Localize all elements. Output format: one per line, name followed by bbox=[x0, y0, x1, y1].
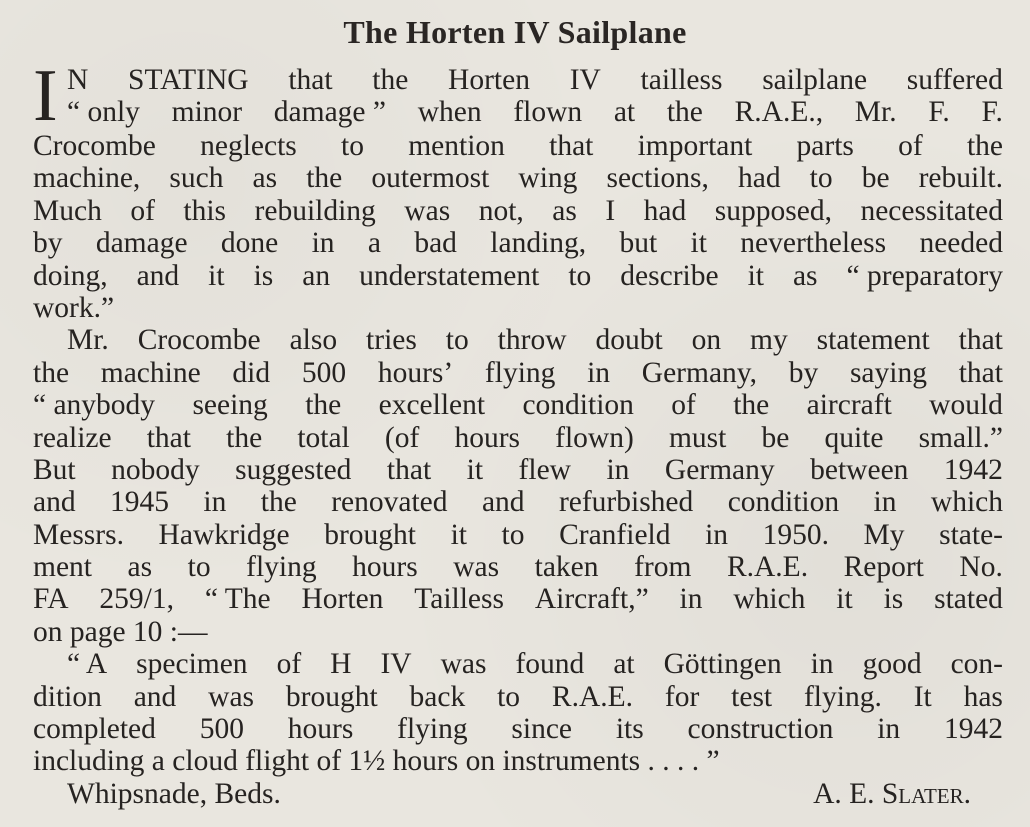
word: “ preparatory bbox=[846, 259, 1003, 292]
word: Germany bbox=[664, 453, 775, 486]
word: saying bbox=[849, 356, 927, 389]
word: tries bbox=[366, 324, 417, 357]
word: parts bbox=[796, 130, 854, 162]
word: Tailless bbox=[414, 583, 504, 616]
signature-author: A. E. Slater. bbox=[813, 777, 971, 810]
line-text: including a cloud flight of 1½ hours on instruments . . . . ” bbox=[33, 745, 720, 778]
word: Cranfield bbox=[559, 518, 671, 551]
text-line bbox=[33, 583, 1003, 615]
word: flying bbox=[246, 551, 317, 584]
word: specimen bbox=[136, 648, 248, 681]
word: of bbox=[671, 389, 696, 422]
word: I bbox=[605, 194, 616, 227]
word: good bbox=[862, 648, 922, 681]
word: quite bbox=[824, 421, 884, 454]
word: STATING bbox=[128, 64, 249, 96]
word: renovated bbox=[331, 486, 448, 519]
word: con- bbox=[950, 648, 1003, 681]
text-line bbox=[33, 195, 1003, 227]
word: mention bbox=[408, 130, 505, 162]
word: dition bbox=[33, 680, 102, 713]
word: the bbox=[226, 421, 263, 454]
word: damage ” bbox=[273, 96, 386, 129]
word: as bbox=[127, 551, 153, 584]
word: supposed, bbox=[714, 194, 832, 227]
word: and bbox=[33, 486, 76, 519]
word: to bbox=[568, 259, 592, 292]
word: needed bbox=[919, 227, 1003, 260]
text-line bbox=[33, 227, 1003, 259]
word: of bbox=[898, 130, 923, 162]
word: that bbox=[958, 324, 1003, 357]
word: the bbox=[666, 96, 703, 129]
word: to bbox=[497, 680, 521, 713]
word: bad bbox=[414, 227, 457, 260]
word: state- bbox=[939, 518, 1003, 551]
word: test bbox=[731, 680, 773, 713]
word: has bbox=[963, 680, 1003, 713]
word: which bbox=[733, 583, 806, 616]
word: be bbox=[861, 162, 890, 195]
word: hours bbox=[454, 421, 520, 454]
word: was bbox=[440, 648, 487, 681]
word: as bbox=[252, 162, 278, 195]
word: nobody bbox=[111, 453, 200, 486]
drop-cap-box bbox=[33, 55, 67, 137]
letter-body bbox=[33, 55, 1003, 810]
word: as bbox=[552, 194, 577, 227]
word: in bbox=[203, 486, 227, 519]
word: Göttingen bbox=[663, 648, 782, 681]
word: “ The bbox=[204, 583, 271, 616]
word: wing bbox=[518, 162, 578, 195]
word: and bbox=[133, 680, 177, 713]
word: but bbox=[619, 227, 658, 260]
text-line bbox=[33, 713, 1003, 745]
word: the bbox=[33, 356, 70, 389]
word: My bbox=[863, 518, 905, 551]
word: to bbox=[445, 324, 469, 357]
word: H bbox=[330, 648, 352, 681]
word: the bbox=[306, 162, 343, 195]
word: flown bbox=[513, 96, 583, 129]
word: Aircraft,” bbox=[534, 583, 649, 616]
word: condition bbox=[522, 389, 634, 422]
text-line bbox=[33, 551, 1003, 583]
word: N bbox=[67, 64, 89, 96]
text-line bbox=[33, 130, 1003, 162]
word: realize bbox=[33, 421, 112, 454]
word: Germany, bbox=[641, 356, 758, 389]
word: machine bbox=[100, 356, 201, 389]
word: would bbox=[929, 389, 1003, 422]
word: hours bbox=[352, 551, 418, 584]
text-line-last bbox=[33, 616, 1003, 648]
signature-line bbox=[33, 778, 1003, 810]
word: flying. bbox=[803, 680, 882, 713]
word: sailplane bbox=[762, 64, 868, 96]
text-line bbox=[67, 96, 1003, 128]
word: “ only bbox=[67, 96, 140, 129]
word: damage bbox=[95, 227, 188, 260]
paragraph-1-cap-lines bbox=[67, 64, 1003, 130]
word: hours’ bbox=[377, 356, 454, 389]
word: must bbox=[668, 421, 727, 454]
word: and bbox=[136, 259, 180, 292]
word: Report bbox=[843, 551, 924, 584]
word: Much bbox=[33, 194, 102, 227]
word: found bbox=[515, 648, 585, 681]
word: when bbox=[417, 96, 482, 129]
word: in bbox=[587, 356, 611, 389]
word: flying bbox=[397, 713, 468, 746]
word: was bbox=[404, 194, 451, 227]
word: my bbox=[750, 324, 788, 357]
word: by bbox=[33, 227, 63, 260]
text-line bbox=[33, 422, 1003, 454]
word: it bbox=[836, 583, 853, 616]
text-line-last bbox=[33, 745, 1003, 777]
word: It bbox=[913, 680, 932, 713]
word: 500 bbox=[301, 356, 347, 389]
word: from bbox=[634, 551, 692, 584]
word: (of bbox=[384, 421, 420, 454]
word: in bbox=[679, 583, 703, 616]
word: Messrs. bbox=[33, 518, 124, 551]
word: of bbox=[130, 194, 155, 227]
text-line bbox=[33, 681, 1003, 713]
word: excellent bbox=[378, 389, 486, 422]
word: it bbox=[747, 259, 764, 292]
word: describe bbox=[620, 259, 719, 292]
word: But bbox=[33, 453, 76, 486]
word: landing, bbox=[490, 227, 587, 260]
word: on bbox=[691, 324, 722, 357]
word: had bbox=[737, 162, 781, 195]
word: outermost bbox=[371, 162, 490, 195]
word: the bbox=[372, 64, 409, 96]
text-line bbox=[33, 357, 1003, 389]
word: flew bbox=[518, 453, 571, 486]
text-line bbox=[33, 162, 1003, 194]
word: IV bbox=[569, 64, 601, 96]
word: stated bbox=[934, 583, 1003, 616]
word: R.A.E. bbox=[726, 551, 809, 584]
word: understatement bbox=[359, 259, 540, 292]
word: in bbox=[873, 486, 897, 519]
word: also bbox=[289, 324, 338, 357]
word: since bbox=[511, 713, 573, 746]
word: 259/1, bbox=[99, 583, 174, 616]
word: had bbox=[643, 194, 687, 227]
word: Mr. bbox=[854, 96, 897, 129]
text-line bbox=[33, 486, 1003, 518]
word: to bbox=[809, 162, 833, 195]
text-line bbox=[67, 64, 1003, 96]
word: minor bbox=[171, 96, 243, 129]
word: by bbox=[788, 356, 819, 389]
paragraph-1 bbox=[33, 55, 1003, 137]
word: that bbox=[386, 453, 432, 486]
line-text: on page 10 :— bbox=[33, 615, 208, 648]
word: seeing bbox=[192, 389, 268, 422]
word: brought bbox=[324, 518, 416, 551]
word: did bbox=[232, 356, 271, 389]
word: 1945 bbox=[110, 486, 169, 519]
word: tailless bbox=[640, 64, 723, 96]
word: Horten bbox=[448, 64, 530, 96]
drop-cap: I bbox=[33, 55, 58, 137]
word: 1942 bbox=[943, 713, 1003, 746]
word: suggested bbox=[235, 453, 352, 486]
word: and bbox=[481, 486, 525, 519]
text-line bbox=[33, 648, 1003, 680]
word: doubt bbox=[595, 324, 663, 357]
word: flying bbox=[484, 356, 556, 389]
word: this bbox=[183, 194, 227, 227]
word: IV bbox=[380, 648, 412, 681]
text-line bbox=[33, 324, 1003, 356]
word: back bbox=[409, 680, 466, 713]
word: in bbox=[606, 453, 630, 486]
word: brought bbox=[285, 680, 378, 713]
word: to bbox=[341, 130, 364, 162]
word: the bbox=[733, 389, 770, 422]
word: an bbox=[302, 259, 331, 292]
word: rebuilt. bbox=[918, 162, 1003, 195]
word: the bbox=[305, 389, 342, 422]
word: condition bbox=[727, 486, 840, 519]
word: hours bbox=[287, 713, 354, 746]
word: to bbox=[187, 551, 211, 584]
word: it bbox=[466, 453, 484, 486]
word: in bbox=[311, 227, 335, 260]
word: refurbished bbox=[558, 486, 694, 519]
word: at bbox=[613, 648, 635, 681]
word: the bbox=[966, 130, 1003, 162]
word: No. bbox=[959, 551, 1003, 584]
word: sections, bbox=[606, 162, 709, 195]
word: in bbox=[810, 648, 834, 681]
word: “ A bbox=[67, 648, 108, 681]
word: that bbox=[288, 64, 333, 96]
word: in bbox=[877, 713, 901, 746]
word: 500 bbox=[199, 713, 244, 746]
word: statement bbox=[816, 324, 930, 357]
word: Crocombe bbox=[137, 324, 261, 357]
text-line bbox=[33, 260, 1003, 292]
word: nevertheless bbox=[740, 227, 887, 260]
word: “ anybody bbox=[33, 389, 156, 422]
word: it bbox=[690, 227, 707, 260]
word: is bbox=[253, 259, 274, 292]
signature-place: Whipsnade, Beds. bbox=[67, 777, 281, 810]
word: doing, bbox=[33, 259, 108, 292]
word: Mr. bbox=[67, 324, 109, 357]
word: not, bbox=[478, 194, 524, 227]
word: flown) bbox=[555, 421, 634, 454]
word: its bbox=[615, 713, 644, 746]
word: neglects bbox=[200, 130, 297, 162]
word: that bbox=[549, 130, 594, 162]
word: 1942 bbox=[943, 453, 1003, 486]
word: R.A.E. bbox=[551, 680, 634, 713]
word: such bbox=[169, 162, 224, 195]
word: completed bbox=[33, 713, 156, 746]
word: Horten bbox=[301, 583, 384, 616]
word: Crocombe bbox=[33, 130, 156, 162]
word: rebuilding bbox=[254, 194, 376, 227]
word: for bbox=[664, 680, 700, 713]
word: that bbox=[146, 421, 191, 454]
word: F. bbox=[981, 96, 1003, 129]
word: ment bbox=[33, 551, 92, 584]
word: suffered bbox=[906, 64, 1003, 96]
line-text: work.” bbox=[33, 291, 115, 324]
word: to bbox=[501, 518, 525, 551]
word: machine, bbox=[33, 162, 141, 195]
word: that bbox=[958, 356, 1003, 389]
word: in bbox=[705, 518, 729, 551]
word: small.” bbox=[918, 421, 1003, 454]
word: a bbox=[367, 227, 381, 260]
word: which bbox=[930, 486, 1003, 519]
article-title: The Horten IV Sailplane bbox=[343, 14, 687, 50]
word: 1950. bbox=[762, 518, 829, 551]
word: is bbox=[883, 583, 904, 616]
word: FA bbox=[33, 583, 69, 616]
word: F. bbox=[928, 96, 950, 129]
word: was bbox=[453, 551, 500, 584]
word: as bbox=[792, 259, 818, 292]
text-line bbox=[33, 519, 1003, 551]
word: between bbox=[810, 453, 909, 486]
word: of bbox=[276, 648, 302, 681]
word: at bbox=[613, 96, 636, 129]
word: was bbox=[208, 680, 255, 713]
word: total bbox=[297, 421, 350, 454]
text-line bbox=[33, 389, 1003, 421]
word: aircraft bbox=[806, 389, 892, 422]
word: the bbox=[260, 486, 297, 519]
text-line bbox=[33, 454, 1003, 486]
word: important bbox=[637, 130, 753, 162]
word: necessitated bbox=[860, 194, 1003, 227]
word: R.A.E., bbox=[734, 96, 824, 129]
word: it bbox=[208, 259, 225, 292]
word: taken bbox=[534, 551, 599, 584]
word: Hawkridge bbox=[158, 518, 290, 551]
word: be bbox=[761, 421, 790, 454]
text-line-last bbox=[33, 292, 1003, 324]
word: construction bbox=[687, 713, 834, 746]
word: it bbox=[450, 518, 467, 551]
word: throw bbox=[497, 324, 567, 357]
word: done bbox=[220, 227, 279, 260]
